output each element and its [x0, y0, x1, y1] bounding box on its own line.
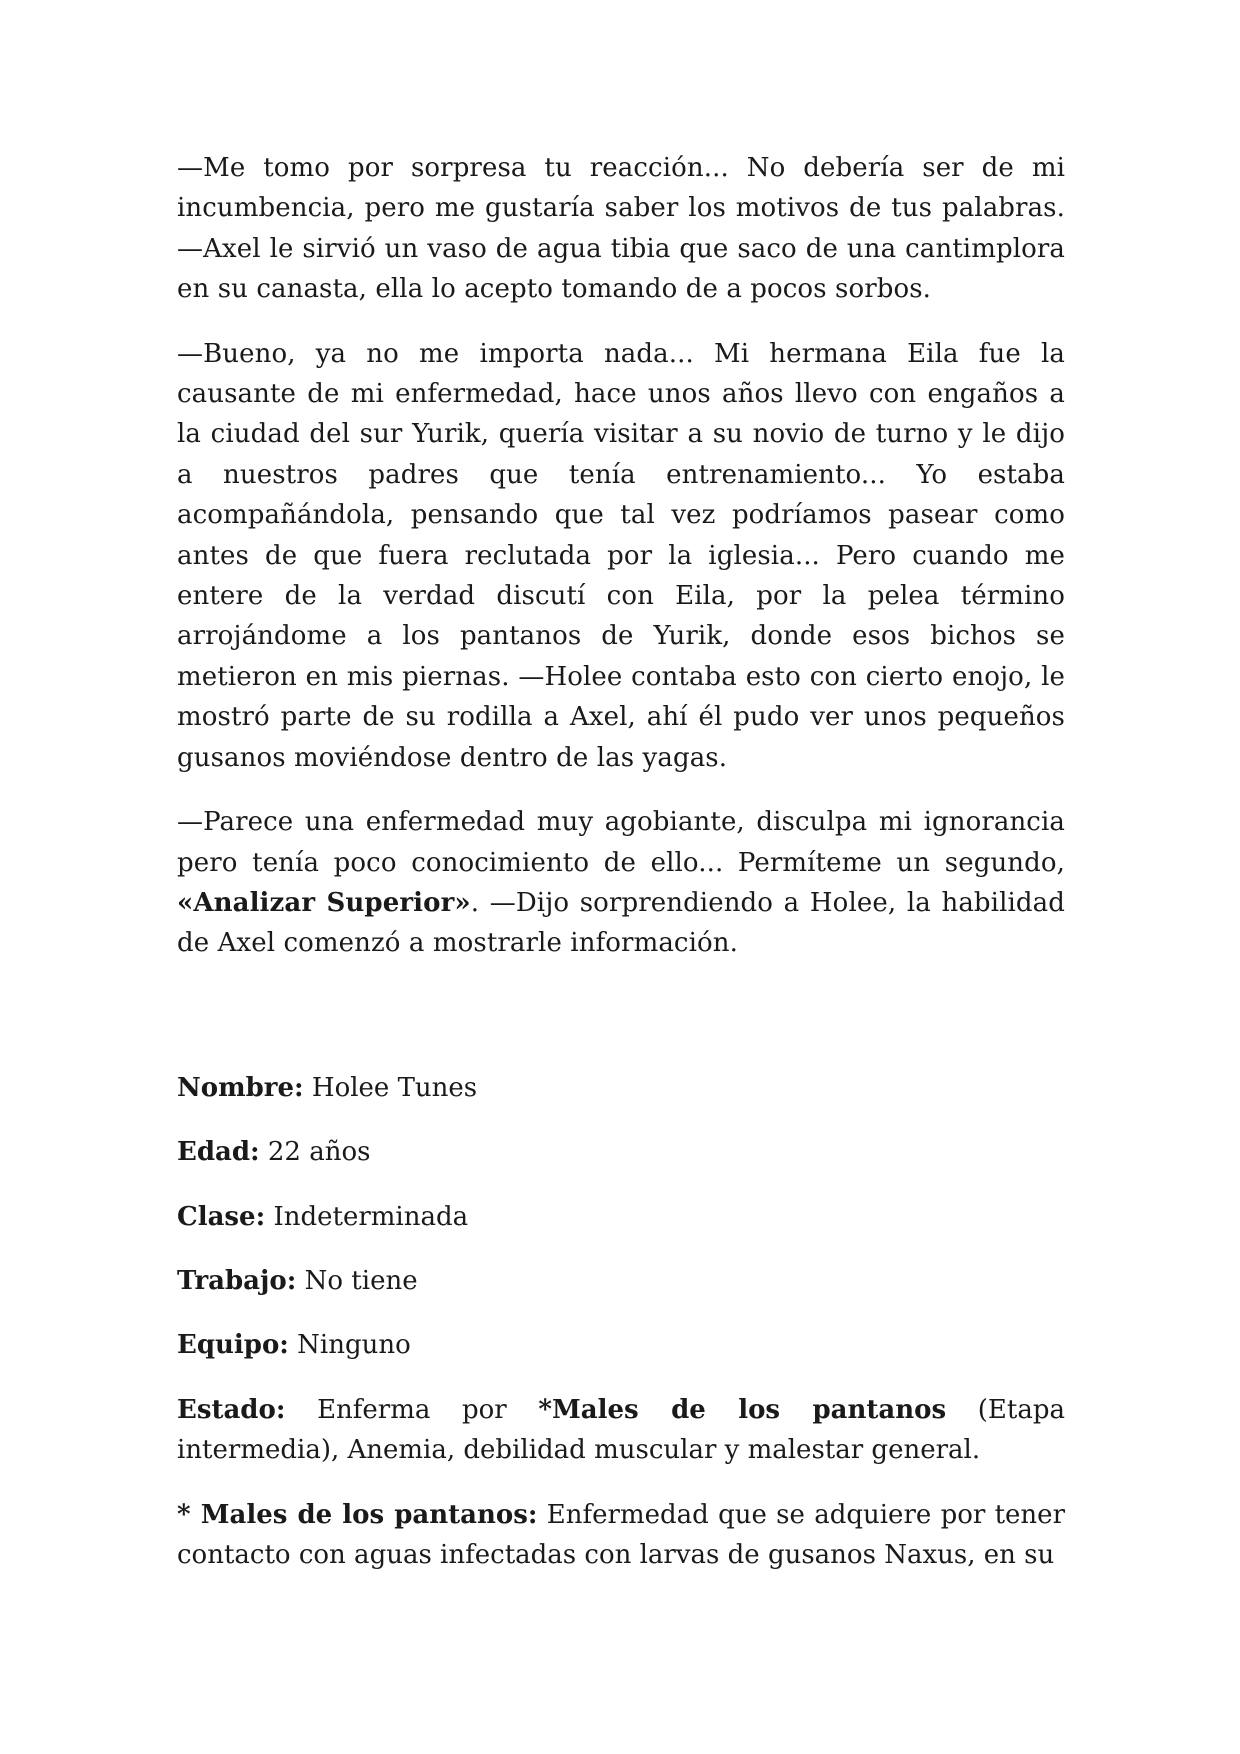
stat-trabajo — [177, 1261, 1065, 1301]
stat-estado — [177, 1390, 1065, 1471]
stat-nombre — [177, 1068, 1065, 1108]
skill-name: «Analizar Superior» — [177, 887, 471, 918]
paragraph-2-text: —Bueno, ya no me importa nada... Mi hermana Eila fue la causante de mi enfermedad, hace unos años llevo con engaños a la ciudad del sur Yurik, quería visitar a su novio de turno y le dijo a nuestros padres que tenía entrenamiento... Yo estaba acompañándola, pensando que tal vez podríamos pasear como antes de que fuera reclutada por la iglesia... Pero cuando me entere de la verdad discutí con Eila, por la pelea término arrojándome a los pantanos de Yurik, donde esos bichos se metieron en mis piernas. —Holee contaba esto con cierto enojo, le mostró parte de su rodilla a Axel, ahí él pudo ver unos pequeños gusanos moviéndose dentro de las yagas. — [177, 338, 1065, 773]
stat-label: Trabajo: — [177, 1265, 297, 1296]
stat-value: No tiene — [296, 1265, 418, 1296]
footnote-disease — [177, 1495, 1065, 1576]
paragraph-3-text-b: . —Dijo sorprendiendo a Holee, la habilidad de Axel comenzó a mostrarle información. — [177, 887, 1065, 959]
stat-value: Indeterminada — [265, 1201, 469, 1232]
stat-equipo — [177, 1325, 1065, 1365]
paragraph-3 — [177, 802, 1065, 964]
stat-label: Estado: — [177, 1394, 286, 1425]
stat-label: Nombre: — [177, 1072, 304, 1103]
stat-edad — [177, 1132, 1065, 1172]
status-sheet — [177, 1068, 1065, 1576]
stat-value: 22 años — [259, 1137, 371, 1168]
paragraph-1-text: —Me tomo por sorpresa tu reacción... No debería ser de mi incumbencia, pero me gustaría saber los motivos de tus palabras. —Axel le sirvió un vaso de agua tibia que saco de una cantimplora en su canasta, ella lo acepto tomando de a pocos sorbos. — [177, 153, 1065, 305]
stat-label: Clase: — [177, 1201, 266, 1232]
stat-clase — [177, 1197, 1065, 1237]
footnote-label: * Males de los pantanos: — [177, 1499, 538, 1530]
stat-label: Equipo: — [177, 1330, 289, 1361]
footnote-text: Enfermedad que se adquiere por tener contacto con aguas infectadas con larvas de gusanos Naxus, en su — [177, 1499, 1065, 1570]
stat-value: Holee Tunes — [303, 1072, 478, 1103]
disease-name: *Males de los pantanos — [538, 1394, 947, 1425]
paragraph-2 — [177, 334, 1065, 778]
stat-value: Ninguno — [288, 1330, 411, 1361]
paragraph-3-text-a: —Parece una enfermedad muy agobiante, disculpa mi ignorancia pero tenía poco conocimiento de ello... Permíteme un segundo, — [177, 807, 1065, 878]
stat-value-post: (Etapa intermedia), Anemia, debilidad muscular y malestar general. — [177, 1394, 1066, 1466]
stat-value-pre: Enferma por — [285, 1394, 539, 1425]
stat-label: Edad: — [177, 1137, 260, 1168]
paragraph-1 — [177, 148, 1065, 310]
